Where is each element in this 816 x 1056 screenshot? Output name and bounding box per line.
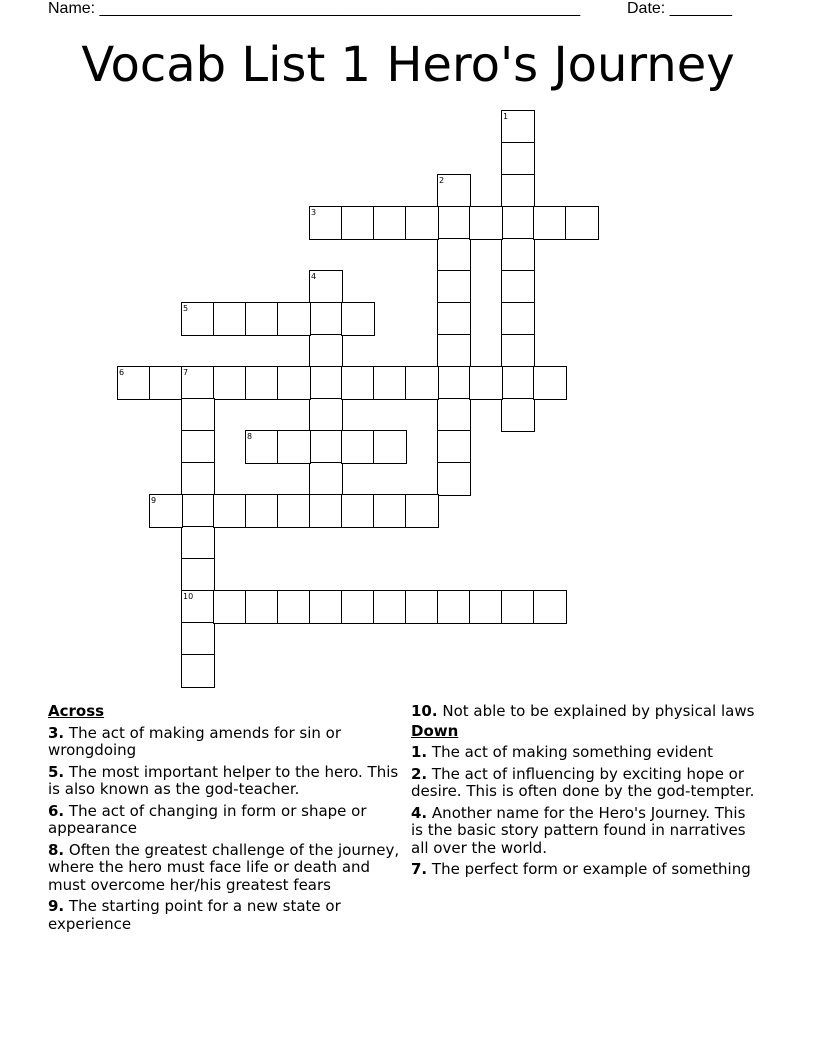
crossword-cell[interactable] (245, 590, 279, 624)
crossword-cell[interactable] (309, 366, 343, 400)
crossword-cell[interactable] (437, 366, 471, 400)
crossword-cell[interactable] (341, 494, 375, 528)
crossword-cell[interactable] (373, 430, 407, 464)
clue-number: 10. (411, 702, 438, 720)
crossword-cell[interactable] (501, 590, 535, 624)
crossword-cell[interactable] (309, 398, 343, 432)
across-heading: Across (48, 702, 105, 720)
clue-text: The act of making amends for sin or wrongdoing (48, 723, 341, 759)
down-heading: Down (411, 721, 459, 740)
crossword-cell[interactable] (437, 462, 471, 496)
crossword-cell[interactable] (341, 590, 375, 624)
across-clue-6 (48, 803, 403, 838)
clue-number: 8. (48, 840, 65, 859)
clue-number: 5. (48, 762, 65, 781)
clue-text: Often the greatest challenge of the journey, where the hero must face life or death and must overcome her/his greatest fears (48, 840, 400, 894)
down-clue-7 (411, 861, 761, 879)
clue-number-label: 10 (183, 592, 194, 601)
crossword-cell[interactable] (341, 302, 375, 336)
clue-number: 9. (48, 897, 65, 915)
crossword-cell[interactable] (309, 302, 343, 336)
date-field-label[interactable]: Date: _______ (627, 0, 732, 17)
clue-number: 1. (411, 743, 428, 761)
clue-number-label: 5 (183, 304, 189, 313)
crossword-cell[interactable] (181, 398, 215, 432)
clues-right-column (411, 703, 761, 879)
crossword-cell[interactable] (437, 590, 471, 624)
crossword-cell[interactable] (213, 302, 247, 336)
clue-text: Not able to be explained by physical laws (442, 702, 755, 720)
clue-text: The act of making something evident (431, 743, 713, 761)
crossword-cell[interactable] (501, 174, 535, 208)
crossword-cell[interactable] (245, 494, 279, 528)
clues-left-column (48, 703, 403, 933)
crossword-cell[interactable] (309, 430, 343, 464)
crossword-cell[interactable] (501, 398, 535, 432)
crossword-cell[interactable] (181, 494, 215, 528)
crossword-cell[interactable] (501, 302, 535, 336)
down-clue-1 (411, 744, 761, 762)
crossword-cell[interactable] (309, 334, 343, 368)
crossword-cell[interactable] (437, 238, 471, 272)
crossword-cell[interactable] (405, 590, 439, 624)
crossword-cell[interactable] (469, 590, 503, 624)
crossword-cell[interactable] (341, 206, 375, 240)
crossword-cell[interactable] (437, 302, 471, 336)
crossword-cell[interactable] (341, 430, 375, 464)
crossword-cell[interactable] (405, 366, 439, 400)
crossword-cell[interactable] (501, 270, 535, 304)
crossword-cell[interactable] (213, 590, 247, 624)
clue-number-label: 3 (311, 208, 317, 217)
clue-text: Another name for the Hero's Journey. This is the basic story pattern found in narratives all over the world. (411, 803, 746, 857)
clue-number: 7. (411, 860, 428, 878)
crossword-cell[interactable] (501, 334, 535, 368)
crossword-cell[interactable] (437, 430, 471, 464)
across-clue-8 (48, 842, 403, 895)
crossword-cell[interactable] (373, 590, 407, 624)
clue-number: 2. (411, 764, 428, 783)
crossword-cell[interactable] (373, 494, 407, 528)
crossword-cell[interactable] (405, 494, 439, 528)
page-title: Vocab List 1 Hero's Journey (81, 37, 735, 93)
crossword-cell[interactable] (309, 462, 343, 496)
clue-number-label: 9 (151, 496, 157, 505)
clue-text: The act of changing in form or shape or appearance (48, 801, 367, 837)
crossword-cell[interactable] (181, 430, 215, 464)
across-clue-5 (48, 764, 403, 799)
crossword-cell[interactable] (501, 142, 535, 176)
crossword-cell[interactable] (373, 366, 407, 400)
crossword-cell[interactable] (309, 494, 343, 528)
clue-text: The most important helper to the hero. This is also known as the god-teacher. (48, 762, 399, 798)
clue-number: 6. (48, 801, 65, 820)
clue-text: The act of influencing by exciting hope or desire. This is often done by the god-tempter. (411, 764, 755, 800)
crossword-cell[interactable] (277, 494, 311, 528)
crossword-cell[interactable] (501, 206, 535, 240)
across-clue-3 (48, 725, 403, 760)
crossword-cell[interactable] (405, 206, 439, 240)
clue-number-label: 6 (119, 368, 125, 377)
crossword-cell[interactable] (181, 654, 215, 688)
crossword-cell[interactable] (437, 334, 471, 368)
crossword-cell[interactable] (533, 366, 567, 400)
down-clue-2 (411, 766, 761, 801)
clue-number-label: 8 (247, 432, 253, 441)
crossword-cell[interactable] (533, 590, 567, 624)
clue-number-label: 2 (439, 176, 445, 185)
crossword-cell[interactable] (213, 366, 247, 400)
clue-number: 4. (411, 803, 428, 822)
crossword-cell[interactable] (469, 206, 503, 240)
crossword-cell[interactable] (181, 622, 215, 656)
crossword-cell[interactable] (437, 270, 471, 304)
crossword-cell[interactable] (501, 366, 535, 400)
clue-text: The perfect form or example of something (431, 860, 751, 878)
crossword-cell[interactable] (181, 558, 215, 592)
clue-number-label: 1 (503, 112, 509, 121)
crossword-cell[interactable] (501, 238, 535, 272)
across-clue-10 (411, 703, 761, 721)
crossword-cell[interactable] (565, 206, 599, 240)
crossword-cell[interactable] (469, 366, 503, 400)
clue-number-label: 4 (311, 272, 317, 281)
crossword-cell[interactable] (149, 366, 183, 400)
crossword-cell[interactable] (309, 590, 343, 624)
crossword-cell[interactable] (437, 398, 471, 432)
crossword-cell[interactable] (373, 206, 407, 240)
crossword-cell[interactable] (437, 206, 471, 240)
crossword-cell[interactable] (245, 302, 279, 336)
crossword-cell[interactable] (213, 494, 247, 528)
crossword-cell[interactable] (277, 366, 311, 400)
down-clue-4 (411, 805, 761, 858)
crossword-cell[interactable] (277, 302, 311, 336)
crossword-cell[interactable] (181, 462, 215, 496)
clue-number-label: 7 (183, 368, 189, 377)
crossword-cell[interactable] (277, 590, 311, 624)
crossword-cell[interactable] (245, 366, 279, 400)
name-field-label[interactable]: Name: ______________________________________________________ (48, 0, 581, 17)
crossword-cell[interactable] (341, 366, 375, 400)
crossword-cell[interactable] (181, 526, 215, 560)
clue-text: The starting point for a new state or experience (48, 897, 341, 933)
crossword-cell[interactable] (277, 430, 311, 464)
across-clue-9 (48, 898, 403, 933)
crossword-cell[interactable] (533, 206, 567, 240)
clue-number: 3. (48, 723, 65, 742)
